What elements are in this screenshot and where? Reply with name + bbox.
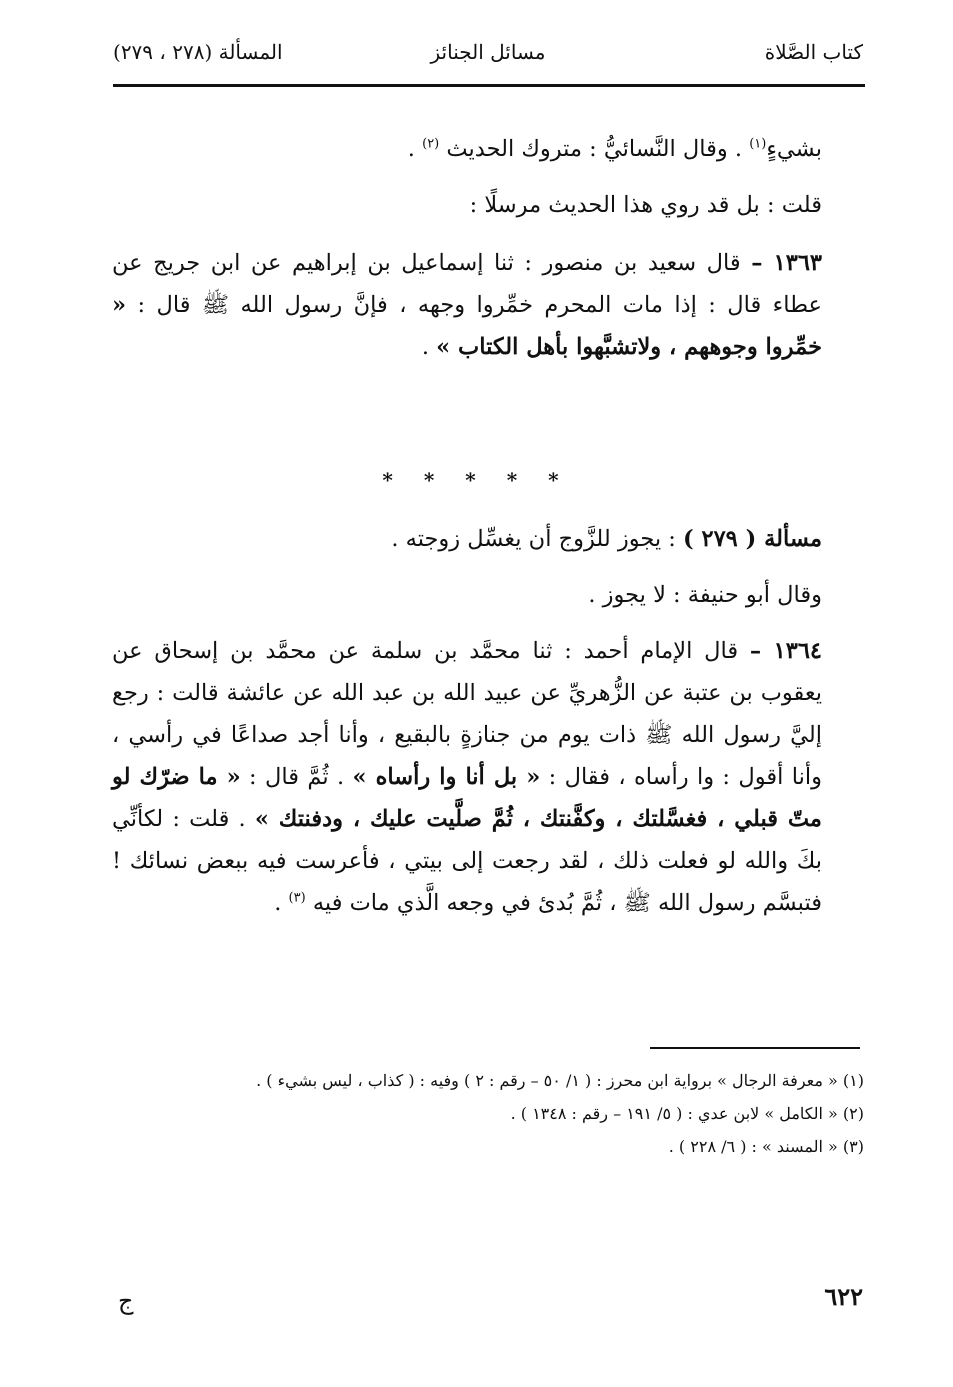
abu-hanifa-opinion: وقال أبو حنيفة : لا يجوز . — [588, 582, 822, 608]
page-number: ٦٢٢ — [824, 1282, 863, 1311]
footnote-3: (٣) « المسند » : ( ٦/ ٢٢٨ ) . — [668, 1137, 864, 1156]
running-header — [113, 32, 863, 72]
signature-mark: ج — [118, 1287, 134, 1315]
issue-range: المسألة (٢٧٨ ، ٢٧٩) — [113, 40, 283, 64]
chapter-title: مسائل الجنائز — [430, 40, 546, 64]
hadith-1364 — [112, 630, 862, 924]
book-title: كتاب الصَّلاة — [764, 40, 863, 64]
hadith-quote: « بل أنا وا رأساه » — [352, 764, 541, 790]
paragraph-continuation — [112, 128, 862, 170]
footnotes — [112, 1064, 864, 1163]
spacer — [112, 368, 862, 518]
text: . وقال النَّسائيُّ : متروك الحديث — [439, 136, 750, 162]
hadith-1363 — [112, 242, 862, 368]
footnote-2: (٢) « الكامل » لابن عدي : ( ٥/ ١٩١ – رقم : ١٣٤٨ ) . — [510, 1104, 864, 1123]
hadith-number: ١٣٦٤ – — [749, 638, 822, 664]
hadith-text: قال الإمام أحمد : ثنا محمَّد بن سلمة عن محمَّد بن إسحاق عن يعقوب بن عتبة عن الزُّهريِّ عن عبيد الله بن عبد الله عن عائشة قالت : رجع إليَّ رسول الله ﷺ ذات يوم من جنازةٍ بالبقيع ، وأنا أجد صداعًا في رأسي ، وأنا أقول : وا رأساه ، فقال : — [112, 638, 822, 790]
hadith-quote: « ما ضرّك لو متّ قبلي ، فغسَّلتك ، وكفَّنتك ، ثُمَّ صلَّيت عليك ، ودفنتك » — [112, 764, 822, 832]
text: بشيءٍ — [766, 136, 822, 162]
main-text — [112, 128, 862, 938]
hadith-number: ١٣٦٣ – — [751, 250, 822, 276]
text: . — [274, 890, 289, 916]
footnote-1: (١) « معرفة الرجال » برواية ابن محرز : ( ١/ ٥٠ – رقم : ٢ ) وفيه : ( كذاب ، ليس بشيء ) . — [256, 1071, 864, 1090]
masala-279 — [112, 518, 862, 560]
text: . — [421, 334, 437, 360]
text: . — [407, 136, 423, 162]
masala-label: مسألة ( ٢٧٩ ) — [683, 526, 822, 552]
footnote-ref-1: (١) — [749, 136, 767, 152]
hadith-text: قال سعيد بن منصور : ثنا إسماعيل بن إبراهيم عن ابن جريج عن عطاء قال : إذا مات المحرم خمِّروا وجهه ، فإنَّ رسول الله ﷺ قال : — [112, 250, 822, 318]
paragraph-mursal: قلت : بل قد روي هذا الحديث مرسلًا : — [469, 192, 822, 218]
footnote-rule — [650, 1047, 860, 1049]
masala-text: : يجوز للزَّوج أن يغسِّل زوجته . — [391, 526, 684, 552]
hadith-text: . ثُمَّ قال : — [240, 764, 353, 790]
footnote-ref-2: (٢) — [422, 136, 440, 152]
section-separator: * * * * * — [382, 468, 571, 492]
hadith-text: . قلت : لكأنِّي بكَ والله لو فعلت ذلك ، لقد رجعت إلى بيتي ، فأعرست فيه ببعض نسائك ! فتبسَّم رسول الله ﷺ ، ثُمَّ بُدئ في وجعه الَّذي مات فيه — [112, 806, 822, 916]
hadith-quote: « خمِّروا وجوههم ، ولاتشبَّهوا بأهل الكتاب » — [112, 292, 822, 360]
header-rule — [113, 84, 865, 87]
footnote-ref-3: (٣) — [288, 890, 306, 906]
